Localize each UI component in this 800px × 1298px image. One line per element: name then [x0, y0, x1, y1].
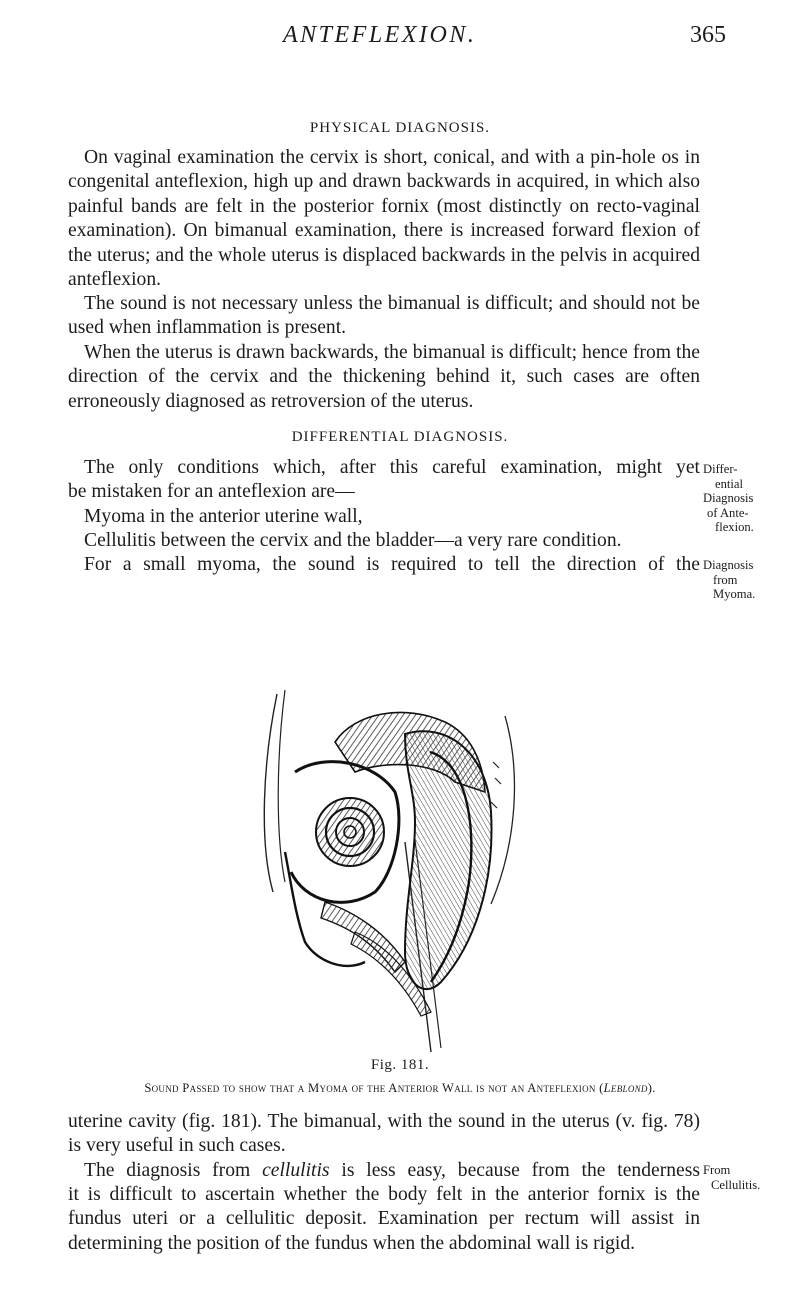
margin-note-differential: Differ- ential Diagnosis of Ante- flexion. [703, 462, 754, 535]
differential-line-2: be mistaken for an anteflexion are— [68, 481, 355, 502]
running-title: ANTEFLEXION. [283, 22, 477, 48]
physical-diagnosis-heading: PHYSICAL DIAGNOSIS. [309, 120, 491, 136]
running-head [0, 14, 800, 54]
cellulitis-line-1: The diagnosis from cellulitis is less easy, because from the tenderness [84, 1160, 700, 1181]
uterine-cavity-paragraph: uterine cavity (fig. 181). The bimanual, with the sound in the uterus (v. fig. 78) is very useful in such cases. [68, 1111, 700, 1157]
cellulitis-paragraph: it is difficult to ascertain whether the body felt in the anterior fornix is the fundus uteri or a cellulitic deposit. Examination per rectum will assist in determining the position of the fundus when the abdominal wall is rigid. [68, 1184, 700, 1254]
myoma-section-drawing [255, 682, 525, 1054]
page-number: 365 [690, 22, 726, 48]
differential-line-1: The only conditions which, after this careful examination, might yet [84, 457, 700, 478]
condition-cellulitis: Cellulitis between the cervix and the bladder—a very rare condition. [84, 530, 622, 551]
figure-label: Fig. 181. [370, 1057, 430, 1073]
figure-181-illustration [255, 682, 525, 1054]
figure-caption: Sound Passed to show that a Myoma of the Anterior Wall is not an Anteflexion (Leblond). [144, 1081, 656, 1095]
margin-note-myoma: Diagnosis from Myoma. [703, 558, 756, 602]
retroversion-paragraph: When the uterus is drawn backwards, the bimanual is difficult; hence from the direction of the cervix and the thickening behind it, such cases are often erroneously diagnosed as retroversion of the uterus. [68, 342, 700, 412]
margin-note-cellulitis: From Cellulitis. [703, 1163, 761, 1192]
physical-diagnosis-paragraph: On vaginal examination the cervix is short, conical, and with a pin-hole os in congenital anteflexion, high up and drawn backwards in acquired, in which also painful bands are felt in the posterior fornix (most distinctly on recto-vaginal examination). On bimanual examination, there is increased forward flexion of the uterus; and the whole uterus is displaced backwards in the pelvis in acquired anteflexion. [68, 147, 700, 291]
sound-paragraph: The sound is not necessary unless the bimanual is difficult; and should not be used when inflammation is present. [68, 293, 700, 339]
differential-diagnosis-heading: DIFFERENTIAL DIAGNOSIS. [291, 429, 509, 445]
condition-myoma: Myoma in the anterior uterine wall, [84, 506, 363, 527]
myoma-sound-line: For a small myoma, the sound is required to tell the direction of the [84, 554, 700, 575]
